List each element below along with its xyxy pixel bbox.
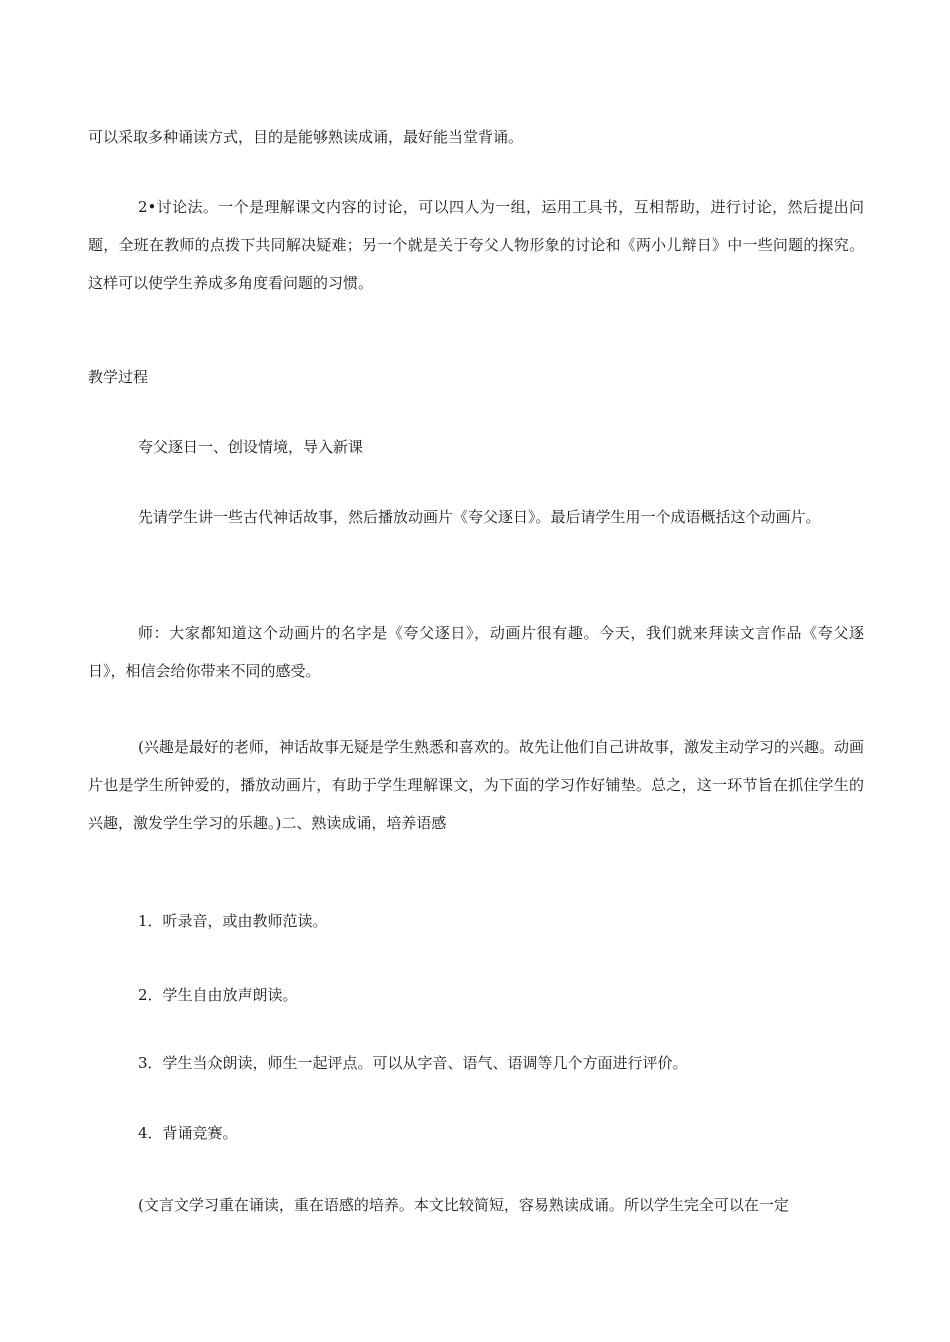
paragraph-classical-reading-note: (文言文学习重在诵读，重在语感的培养。本文比较简短，容易熟读成诵。所以学生完全可以在一定 — [138, 1196, 789, 1214]
paragraph-story-activity: 先请学生讲一些古代神话故事，然后播放动画片《夸父逐日》。最后请学生用一个成语概括这个动画片。 — [138, 508, 821, 526]
paragraph-recitation-methods: 可以采取多种诵读方式，目的是能够熟读成诵，最好能当堂背诵。 — [88, 128, 524, 146]
list-item-free-reading: 2．学生自由放声朗读。 — [138, 986, 298, 1004]
section-heading-teaching-process: 教学过程 — [88, 368, 149, 386]
list-item-recitation-contest: 4．背诵竞赛。 — [138, 1124, 238, 1142]
paragraph-teacher-speech: 师：大家都知道这个动画片的名字是《夸父逐日》，动画片很有趣。今天，我们就来拜读文言作品《夸父逐日》，相信会给你带来不同的感受。 — [88, 624, 864, 680]
paragraph-discussion-method: 2•讨论法。一个是理解课文内容的讨论，可以四人为一组，运用工具书，互相帮助，进行讨论，然后提出问题，全班在教师的点拨下共同解决疑难；另一个就是关于夸父人物形象的讨论和《两小儿辩日》中一些问题的探究。这样可以使学生养成多角度看问题的习惯。 — [88, 198, 864, 292]
paragraph-interest-note: (兴趣是最好的老师，神话故事无疑是学生熟悉和喜欢的。故先让他们自己讲故事，激发主动学习的兴趣。动画片也是学生所钟爱的，播放动画片，有助于学生理解课文，为下面的学习作好铺垫。总之，这一环节旨在抓住学生的兴趣，激发学生学习的乐趣。)二、熟读成诵，培养语感 — [88, 738, 864, 832]
list-item-listen-recording: 1．听录音，或由教师范读。 — [138, 912, 328, 930]
paragraph-lesson-intro-heading: 夸父逐日一、创设情境，导入新课 — [138, 438, 364, 456]
list-item-public-reading: 3．学生当众朗读，师生一起评点。可以从字音、语气、语调等几个方面进行评价。 — [138, 1054, 688, 1072]
